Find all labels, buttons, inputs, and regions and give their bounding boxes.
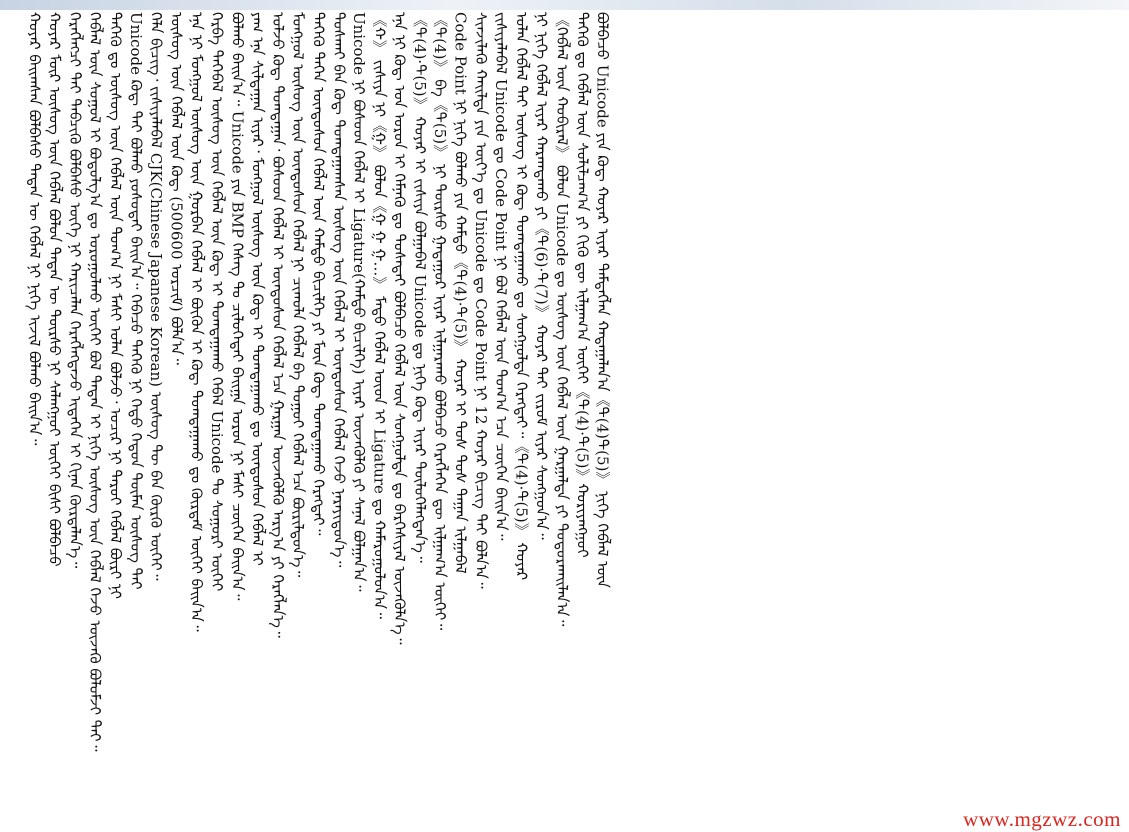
text-column: ᠦᠰᠦᠭ ᠦᠨ ᠬᠡᠪᠯᠡᠯ ᠦᠨ ᠺᠣᠳ᠋ (500600 ᠣᠷᠴᠢᠮ) ᠪᠣᠯᠨ᠎ᠠ᠃ (167, 12, 186, 365)
text-column: ᠰᠢᠨᠵᠢᠯᠡᠬᠦ ᠬᠠᠢᠯᠲᠠ ᠶᠢᠨ ᠦᠶ᠎ᠡ ᠳᠤ Unicode ᠳᠤ Code Point ᠨᠢ 12 ᠬᠣᠶᠠᠷ ᠪᠢᠴᠢᠭ ᠲᠠᠢ ᠪᠣᠯᠨ᠎ᠠ᠃ (471, 12, 490, 589)
text-column: ᠪᠣᠯᠬᠤ ᠪᠠᠢᠨ᠎ᠠ᠃ Unicode ᠶᠢᠨ BMP ᠬᠡᠰᠡᠭ ᠲᠤ ᠴᠢᠯᠦᠭᠡᠲᠡᠢ ᠪᠠᠢᠭᠠ ᠣᠷᠣᠨ ᠨᠢ ᠮᠠᠰᠢ ᠴᠥᠭᠡᠨ ᠪᠠᠢᠨ᠎ᠠ᠃ (228, 12, 247, 601)
text-column: ᠶᠠᠭ ᠡᠨᠡ ᠰᠢᠯᠳᠠᠭᠠᠨ ᠢᠶᠠᠷ᠂ ᠮᠣᠩᠭᠣᠯ ᠦᠰᠦᠭ ᠦᠨ ᠺᠣᠳ᠋ ᠢ ᠲᠣᠭᠲᠠᠭᠠᠬᠤ ᠳᠤ ᠦᠨᠳᠦᠰᠦᠨ ᠬᠡᠪᠯᠡᠯ ᠢ (248, 12, 267, 566)
bottom-strip (0, 810, 1129, 832)
text-column: ᠬᠡᠯᠡ ᠪᠢᠴᠢᠭ᠂ ᠵᠢᠱᠢᠶᠡᠯᠡᠪᠡᠯ CJK(Chinese Japanese Korean) ᠦᠰᠦᠭ ᠲᠦ ᠪᠡᠨ ᠬᠦᠷᠬᠦ ᠦᠭᠡᠢ᠃ (147, 12, 166, 581)
text-column: Unicode ᠺᠣᠳ᠋ ᠲᠠᠢ ᠪᠣᠯᠬᠤ ᠶᠣᠰᠣᠲᠠᠢ ᠪᠠᠢᠨ᠎ᠠ᠃ ᠭᠡᠪᠡᠴᠦ ᠲᠡᠭᠡᠬᠦ ᠨᠢ ᠬᠡᠳᠦ ᠬᠡᠳᠦᠨ ᠲᠦᠮᠡᠨ ᠦᠰᠦᠭ ᠲᠠᠢ (126, 12, 145, 590)
vertical-text-document (24, 12, 1124, 802)
text-column: ᠬᠣᠶᠠᠷ ᠮᠥᠷ ᠦᠰᠦᠭ ᠦᠨ ᠬᠡᠪᠯᠡᠯ ᠪᠣᠯᠣᠨ ᠲᠡᠳᠡᠨ ᠦ ᠳᠦᠷᠰᠦ ᠨᠢ ᠰᠠᠯᠠᠩᠭᠤᠶ ᠦᠭᠡᠢ ᠪᠢᠰᠢ ᠪᠣᠯᠪᠠᠴᠤ (45, 12, 64, 567)
text-column: ᠣᠯᠠᠨ ᠬᠡᠪᠯᠡᠯ ᠲᠡᠢ ᠦᠰᠦᠭ ᠢ ᠺᠣᠳ᠋ ᠲᠣᠭᠲᠠᠭᠠᠬᠤ ᠳᠤ ᠰᠣᠩᠭᠣᠯᠲᠠ ᠬᠡᠷᠡᠭᠲᠡᠢ᠃《ᠲ(4)·ᠲ(5)》 ᠬᠣᠶᠠᠷ (512, 12, 531, 581)
text-column: Code Point ᠨᠢ ᠨᠢᠭᠡ ᠪᠣᠯᠬᠤ ᠶᠢᠨ ᠬᠠᠮᠲᠤ《ᠲ(4)·ᠲ(5)》 ᠬᠣᠶᠠᠷ ᠢ ᠲᠤᠰ ᠲᠤᠰ ᠳᠠᠭᠠᠨ ᠢᠯᠭᠠᠪᠠᠯ (451, 12, 470, 574)
text-column: ᠲᠡᠭᠡᠬᠦ ᠳᠤ ᠦᠰᠦᠭ ᠦᠨ ᠬᠡᠪᠯᠡᠯ ᠦᠨ ᠲᠣᠭ᠎ᠠ ᠨᠢ ᠮᠠᠰᠢ ᠣᠯᠠᠨ ᠪᠣᠯᠵᠤ᠂ ᠤᠴᠢᠷ ᠨᠢ ᠳᠠᠷᠤᠢ ᠬᠡᠪᠯᠡᠯ ᠪᠦᠷᠢ ᠨᠢ (106, 12, 125, 599)
text-column: ᠬᠣᠶᠠᠷ ᠪᠠᠢᠭᠰᠠᠨ ᠪᠣᠯᠪᠠᠰᠤ ᠲᠡᠳᠡᠨ ᠦ ᠬᠡᠪᠯᠡᠯ ᠨᠢ ᠨᠢᠭᠡ ᠢᠵᠢᠯ ᠪᠣᠯᠬᠤ ᠪᠠᠢᠨ᠎ᠠ᠃ (25, 12, 44, 446)
text-column: ᠲᠡᠭᠡᠬᠦ ᠳᠡᠭᠡᠨ ᠦᠨᠳᠦᠰᠦᠨ ᠬᠡᠪᠯᠡᠯ ᠦᠨ ᠬᠠᠮᠲᠤ ᠪᠢᠴᠢᠯᠭᠡ ᠶᠢ ᠮᠥᠨ ᠺᠣᠳ᠋ ᠲᠣᠭᠲᠠᠭᠠᠬᠤ ᠬᠡᠷᠡᠭᠲᠡᠢ᠃ (309, 12, 328, 536)
text-column: ᠬᠡᠷᠪᠡ ᠲᠡᠭᠡᠪᠡᠯ ᠦᠰᠦᠭ ᠦᠨ ᠬᠡᠪᠯᠡᠯ ᠦᠨ ᠺᠣᠳ᠋ ᠢ ᠲᠣᠭᠲᠠᠭᠠᠬᠤ ᠭᠡᠪᠡᠯ Unicode ᠲᠤ ᠰᠤᠭᠤᠷᠢ ᠦᠭᠡᠢ (207, 12, 226, 592)
text-column: ᠲᠡᠭᠡᠬᠦ ᠳᠤ ᠬᠡᠪᠯᠡᠯ ᠦᠨ ᠰᠤᠯᠢᠯᠴᠠᠭ᠎ᠠ ᠶᠢ ᠬᠢᠬᠦ ᠳᠦ ᠢᠯᠭᠠᠭ᠎ᠠ ᠦᠭᠡᠢ《ᠲ(4)·ᠲ(5)》ᠬᠤᠷᠢᠶᠠᠩᠭᠤᠢ (573, 12, 592, 558)
text-column: ᠲᠤᠰᠬᠠᠢ ᠪᠠᠨ ᠺᠣᠳ᠋ ᠲᠣᠭᠲᠠᠭᠠᠭᠰᠠᠨ ᠦᠰᠦᠭ ᠦᠨ ᠬᠡᠪᠯᠡᠯ ᠢ ᠦᠨᠳᠦᠰᠦᠨ ᠬᠡᠪᠯᠡᠯ ᠭᠡᠵᠦ ᠨᠡᠷᠡᠶᠢᠳᠦᠨ᠎ᠡ᠃ (329, 12, 348, 568)
text-column: ᠵᠢᠱᠢᠶᠡᠯᠡᠪᠡᠯ Unicode ᠳᠤ Code Point ᠨᠢ ᠪᠣᠯ ᠬᠡᠪᠯᠡᠯ ᠦᠨ ᠲᠣᠭ᠎ᠠ ᠡᠴᠡ ᠴᠥᠭᠡᠨ ᠪᠠᠢᠨ᠎ᠠ᠃ (492, 12, 511, 541)
text-column: ᠮᠣᠩᠭᠣᠯ ᠦᠰᠦᠭ ᠦᠨ ᠦᠨᠳᠦᠰᠦᠨ ᠬᠡᠪᠯᠡᠯ ᠨᠢ ᠴᠢᠬᠤᠯᠠ ᠬᠡᠪᠯᠡᠯ ᠪᠠ ᠳᠤᠭᠤᠢ ᠬᠡᠪᠯᠡᠯ ᠡᠴᠡ ᠪᠦᠷᠢᠯᠳᠦᠨ᠎ᠡ᠃ (289, 12, 308, 578)
window-top-strip (0, 0, 1129, 10)
text-column: 《ᠬᠡᠪᠯᠡᠯ ᠦᠨ ᠬᠤᠪᠢᠷᠠᠯ》 ᠪᠣᠯᠣᠨ Unicode ᠳᠤ ᠦᠰᠦᠭ ᠦᠨ ᠬᠡᠪᠯᠡᠯ ᠦᠨ ᠭᠠᠷᠭᠠᠯᠲᠠ ᠶᠢ ᠲᠣᠳᠤᠷᠬᠠᠢᠯᠠᠨ᠎ᠠ᠃ (553, 12, 572, 627)
text-column: ᠡᠨᠡ ᠨᠢ ᠮᠣᠩᠭᠣᠯ ᠦᠰᠦᠭ ᠦᠨ ᠭᠤᠷᠪᠠᠨ ᠬᠡᠪᠯᠡᠯ ᠢ ᠪᠦᠬᠦᠨ ᠢ ᠺᠣᠳ᠋ ᠲᠣᠭᠲᠠᠭᠠᠬᠤ ᠳᠤ ᠬᠦᠷᠳᠡᠮ ᠦᠭᠡᠢ ᠪᠠᠢᠨ᠎ᠠ᠃ (187, 12, 206, 632)
text-column: 《ᠬ》 ᠵᠢᠱᠢᠶᠡ ᠨᠢ《ᠬ᠋》 ᠪᠣᠯᠣᠨ《ᠬ᠋ ᠬ᠋ ᠬ᠋…》 ᠮᠡᠲᠦ ᠬᠡᠪᠯᠡᠯ ᠦᠳ ᠢ Ligature ᠳᠤ ᠬᠠᠮᠠᠷᠤᠭᠤᠯᠤᠨ᠎ᠠ᠃ (370, 12, 389, 619)
text-column: ᠬᠡᠪᠯᠡᠯ ᠦᠨ ᠰᠤᠭᠤᠯ ᠢ ᠪᠣᠳᠣᠯᠭ᠎ᠠ ᠳᠤ ᠣᠷᠣᠭᠤᠯᠬᠤ ᠦᠭᠡᠢ ᠪᠣᠯ ᠲᠡᠳᠡᠨ ᠢ ᠨᠢᠭᠡ ᠦᠰᠦᠭ ᠦᠨ ᠬᠡᠪᠯᠡᠯ ᠭᠡᠵᠦ ᠦᠵᠡᠬᠦ ᠪᠣᠯᠣᠮᠵᠢ ᠲᠠᠢ᠃ (86, 12, 105, 752)
text-column: ᠨᠢ ᠨᠢᠭᠡ ᠬᠡᠪᠯᠡᠯ ᠢᠶᠡᠷ ᠬᠠᠷᠠᠭᠳᠠᠬᠤ ᠶᠢ《ᠲ(6)·ᠲ(7)》 ᠬᠣᠶᠠᠷ ᠲᠠᠢ ᠵᠢᠷᠤᠮ ᠢᠶᠠᠷ ᠰᠣᠩᠭᠣᠨ᠎ᠠ᠃ (532, 12, 551, 540)
text-column: Unicode ᠨᠢ ᠪᠤᠰᠤᠳ ᠬᠡᠪᠯᠡᠯ ᠢ Ligature(ᠬᠠᠮᠲᠤ ᠪᠢᠴᠢᠯᠭᠡ) ᠢᠶᠠᠷ ᠦᠵᠡᠭᠦᠯᠬᠦ ᠶᠢ ᠰᠠᠨᠠᠯ ᠪᠣᠯᠭᠠᠨ᠎ᠠ᠃ (350, 12, 369, 592)
text-column: ᠣᠯᠵᠤ ᠺᠣᠳ᠋ ᠲᠣᠭᠲᠠᠭᠠᠨ᠂ ᠪᠤᠰᠤᠳ ᠬᠡᠪᠯᠡᠯ ᠢ ᠦᠨᠳᠦᠰᠦᠨ ᠬᠡᠪᠯᠡᠯ ᠡᠴᠡ ᠭᠠᠷᠭᠠᠨ ᠦᠵᠡᠭᠦᠯᠬᠦ ᠠᠷᠭ᠎ᠠ ᠶᠢ ᠬᠡᠷᠡᠭᠯᠡᠨ᠎ᠡ᠃ (268, 12, 287, 638)
site-watermark: www.mgzwz.com (963, 807, 1121, 831)
text-column: 《ᠲ(4)》 ᠪᠠ《ᠲ(5)》 ᠨᠢ ᠳᠦᠷᠰᠦ ᠭᠠᠳᠠᠭᠤᠷ ᠢᠶᠠᠷ ᠢᠯᠭᠠᠷᠠᠬᠤ ᠪᠣᠯᠪᠠᠴᠤ ᠬᠡᠷᠡᠭᠯᠡᠭᠡᠨ ᠳᠦ ᠢᠯᠭᠠᠭ᠎ᠠ ᠦᠭᠡᠢ᠃ (431, 12, 450, 631)
text-column: 《ᠲ(4)·ᠲ(5)》 ᠬᠣᠶᠠᠷ ᠢ ᠵᠢᠱᠢᠶᠡ ᠪᠣᠯᠭᠠᠪᠠᠯ Unicode ᠳᠤ ᠨᠢᠭᠡ ᠺᠣᠳ᠋ ᠢᠶᠠᠷ ᠲᠦᠯᠦᠭᠡᠯᠡᠭᠳᠡᠨ᠎ᠡ᠃ (410, 12, 429, 563)
text-column: ᠬᠡᠷᠡᠭᠯᠡᠭᠴᠢ ᠲᠡᠢ ᠲᠡᠪᠴᠢᠬᠦ ᠪᠣᠯᠪᠠᠰᠤ ᠦᠭᠡ ᠨᠢ ᠬᠠᠷᠢᠴᠠᠯᠠᠨ ᠬᠡᠷᠡᠭᠯᠡᠭᠳᠡᠵᠦ ᠢᠳᠡᠭᠡᠨ ᠢ ᠬᠢᠨᠠᠨ ᠬᠦᠷᠳᠡᠯᠡᠨ᠎ᠡ᠃ (65, 12, 84, 569)
text-column: ᠡᠨᠡ ᠨᠢ ᠺᠣᠳ᠋ ᠤᠨ ᠣᠷᠣᠨ ᠢ ᠬᠡᠮᠨᠡᠬᠦ ᠳᠤ ᠲᠤᠰᠠᠲᠠᠢ ᠪᠣᠯᠪᠠᠴᠤ ᠬᠡᠪᠯᠡᠯ ᠦᠨ ᠰᠣᠩᠭᠣᠯᠲᠠ ᠳᠤ ᠪᠡᠷᠬᠡᠰᠢᠶᠡᠯ ᠦᠵᠡᠭᠦᠯᠨ᠎ᠡ᠃ (390, 12, 409, 645)
text-column: ᠪᠣᠯᠪᠠᠴᠤ Unicode ᠶᠢᠨ ᠺᠣᠳ᠋ ᠬᠣᠶᠠᠷ ᠢᠶᠠᠷ ᠲᠡᠮᠳᠡᠭᠯᠡᠨ ᠬᠠᠳᠠᠭᠠᠯᠠᠨ᠎ᠠ《ᠲ(4)ᠲ(5)》 ᠨᠢᠭᠡ ᠬᠡᠪᠯᠡᠯ ᠦᠨ (593, 12, 612, 588)
